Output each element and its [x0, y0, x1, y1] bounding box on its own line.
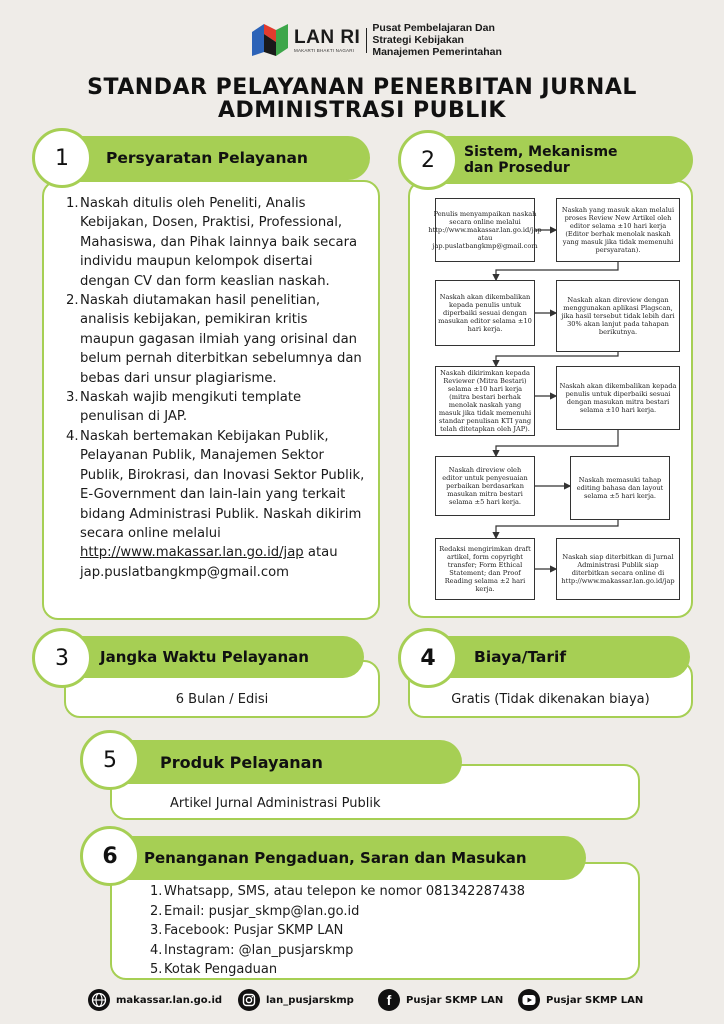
- footer-facebook-label: Pusjar SKMP LAN: [406, 994, 504, 1006]
- list-item: [150, 941, 525, 961]
- footer-website[interactable]: [88, 989, 222, 1011]
- section-5-header: [110, 740, 462, 784]
- list-text: Naskah wajib mengikuti template penulisan di JAP.: [80, 390, 302, 425]
- list-number: 1.: [66, 196, 79, 211]
- section-4-title: Biaya/Tarif: [474, 648, 567, 666]
- list-text: Kotak Pengaduan: [164, 962, 278, 977]
- section-1-number: 1: [32, 128, 92, 188]
- facebook-icon: f: [378, 989, 400, 1011]
- flow-step: Naskah dikirimkan kepada Reviewer (Mitra Bestari) selama ±10 hari kerja (mitra bestari berhak menolak naskah yang masuk jika tidak memenuhi standar penulisan KTI yang telah ditetapkan oleh JAP).: [435, 366, 535, 436]
- flow-step: Penulis menyampaikan naskah secara online melalui http://www.makassar.lan.go.id/jap atau jap.puslatbangkmp@gmail.com: [435, 198, 535, 262]
- footer-instagram-label: lan_pusjarskmp: [266, 994, 354, 1006]
- instagram-icon: [238, 989, 260, 1011]
- list-number: 5.: [150, 962, 163, 977]
- footer-instagram[interactable]: [238, 989, 354, 1011]
- list-number: 2.: [150, 903, 163, 919]
- submission-email: jap.puslatbangkmp@gmail.com: [80, 564, 290, 580]
- youtube-icon: [518, 989, 540, 1011]
- flow-step: Naskah yang masuk akan melalui proses Review New Artikel oleh editor selama ±10 hari kerja (Editor berhak menolak naskah yang masuk jika tidak memenuhi persyaratan).: [556, 198, 680, 262]
- section-4-number: 4: [398, 628, 458, 688]
- flow-step: Naskah memasuki tahap editing bahasa dan layout selama ±5 hari kerja.: [570, 456, 670, 520]
- section-2-title-line: Sistem, Mekanisme: [464, 144, 618, 160]
- flow-step: Redaksi mengirimkan draft artikel, form copyright transfer; Form Ethical Statement; dan Proof Reading selama ±2 hari kerja.: [435, 538, 535, 600]
- complaint-channels-list: [150, 882, 525, 980]
- section-5-title: Produk Pelayanan: [160, 752, 323, 772]
- footer-youtube[interactable]: [518, 989, 643, 1011]
- list-text: Naskah bertemakan Kebijakan Publik, Pelayanan Publik, Manajemen Sektor Publik, Birokrasi, dan Inovasi Sektor Publik, E-Government dan lain-lain yang terkait bidang Administrasi Publik. Naskah dikirim secara online melalui: [80, 428, 365, 541]
- section-5-number: 5: [80, 730, 140, 790]
- list-item: [150, 921, 525, 941]
- section-2-title-line: dan Prosedur: [464, 160, 570, 176]
- list-number: 4.: [150, 942, 163, 958]
- list-text: Naskah diutamakan hasil penelitian, analisis kebijakan, pemikiran kritis maupun gagasan ilmiah yang orisinal dan belum pernah diterbitkan sebelumnya dan bebas dari unsur plagiarisme.: [80, 293, 362, 386]
- section-2-number: 2: [398, 130, 458, 190]
- footer-website-label: makassar.lan.go.id: [116, 994, 223, 1006]
- logo-org-line: Manajemen Pemerintahan: [372, 46, 502, 58]
- list-number: 1.: [150, 884, 163, 899]
- flow-step: Naskah akan dikembalikan kepada penulis untuk diperbaiki sesuai dengan masukan editor selama ±10 hari kerja.: [435, 280, 535, 346]
- globe-icon: [88, 989, 110, 1011]
- list-number: 3.: [150, 923, 163, 938]
- page-title-line: STANDAR PELAYANAN PENERBITAN JURNAL: [87, 75, 637, 100]
- list-text: Whatsapp, SMS, atau telepon ke nomor 081342287438: [164, 884, 526, 899]
- list-number: 4.: [66, 428, 79, 444]
- section-3-title: Jangka Waktu Pelayanan: [100, 648, 309, 666]
- section-4-header: [420, 636, 690, 678]
- link-suffix: atau: [303, 545, 338, 561]
- service-duration: 6 Bulan / Edisi: [175, 691, 269, 707]
- service-product: Artikel Jurnal Administrasi Publik: [170, 796, 381, 811]
- footer-youtube-label: Pusjar SKMP LAN: [546, 994, 644, 1006]
- list-text: Email: pusjar_skmp@lan.go.id: [164, 903, 360, 919]
- section-6-number: 6: [80, 826, 140, 886]
- flow-step: Naskah direview oleh editor untuk penyesuaian perbaikan berdasarkan masukan mitra bestari selama ±5 hari kerja.: [435, 456, 535, 516]
- list-item: [150, 882, 525, 902]
- service-fee: Gratis (Tidak dikenakan biaya): [451, 691, 650, 707]
- section-3-header: [64, 636, 364, 678]
- list-number: 2.: [66, 293, 79, 309]
- footer-facebook[interactable]: [378, 989, 503, 1011]
- logo-tagline: MAKARTI BHAKTI NAGARI: [294, 47, 355, 53]
- list-item: [150, 960, 525, 980]
- flow-step: Naskah siap diterbitkan di Jurnal Administrasi Publik siap diterbitkan secara online di http://www.makassar.lan.go.id/jap: [556, 538, 680, 600]
- logo-org-line: Pusat Pembelajaran Dan: [372, 22, 495, 34]
- list-item: [150, 902, 525, 922]
- flow-step: Naskah akan dikembalikan kepada penulis untuk diperbaiki sesuai dengan masukan mitra bestari selama ±10 hari kerja.: [556, 366, 680, 430]
- logo-brand-name: LAN RI: [294, 26, 361, 48]
- page-title-line: ADMINISTRASI PUBLIK: [218, 98, 506, 123]
- section-6-title: Penanganan Pengaduan, Saran dan Masukan: [144, 849, 527, 867]
- section-1-title: Persyaratan Pelayanan: [106, 149, 308, 167]
- list-number: 3.: [66, 390, 79, 406]
- logo-org-line: Strategi Kebijakan: [372, 34, 464, 46]
- jap-link[interactable]: http://www.makassar.lan.go.id/jap: [80, 545, 304, 561]
- list-text: Naskah ditulis oleh Peneliti, Analis Kebijakan, Dosen, Praktisi, Professional, Mahasiswa, dan Pihak lainnya baik secara individu maupun kelompok disertai dengan CV dan form keaslian naskah.: [80, 196, 358, 289]
- flow-step: Naskah akan direview dengan menggunakan aplikasi Plagscan, jika hasil tersebut tidak lebih dari 30% akan lanjut pada tahapan berikutnya.: [556, 280, 680, 352]
- list-text: Facebook: Pusjar SKMP LAN: [164, 923, 344, 938]
- section-3-number: 3: [32, 628, 92, 688]
- section-6-header: [110, 836, 586, 880]
- list-text: Instagram: @lan_pusjarskmp: [164, 942, 354, 958]
